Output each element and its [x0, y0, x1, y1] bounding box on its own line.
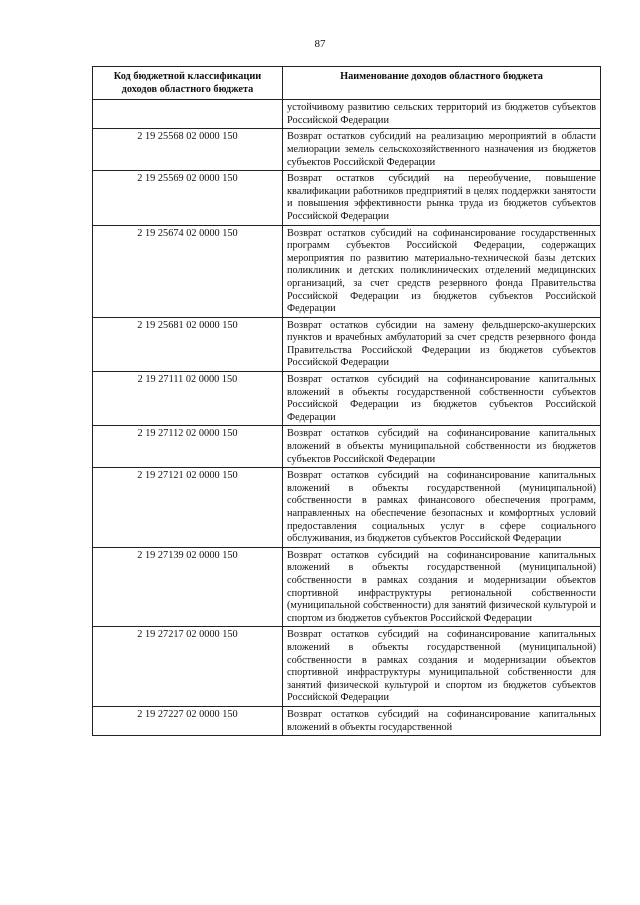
row-code: 2 19 27112 02 0000 150	[93, 426, 283, 468]
table-row	[93, 547, 601, 627]
row-code: 2 19 27139 02 0000 150	[93, 547, 283, 627]
row-name: Возврат остатков субсидий на реализацию мероприятий в области мелиорации земель сельскохозяйственного назначения из бюджетов субъектов Российской Федерации	[283, 129, 601, 171]
row-code: 2 19 27121 02 0000 150	[93, 468, 283, 548]
row-name: Возврат остатков субсидий на софинансирование капитальных вложений в объекты государственной	[283, 706, 601, 735]
row-name: Возврат остатков субсидий на софинансирование капитальных вложений в объекты государственной собственности субъектов Российской Федерации из бюджетов субъектов Российской Федерации	[283, 372, 601, 426]
row-name: Возврат остатков субсидий на софинансирование капитальных вложений в объекты муниципальной собственности из бюджетов субъектов Российской Федерации	[283, 426, 601, 468]
table-header-row	[93, 67, 601, 100]
row-code: 2 19 25674 02 0000 150	[93, 225, 283, 317]
table-row	[93, 317, 601, 371]
row-name: Возврат остатков субсидий на софинансирование капитальных вложений в объекты государственной (муниципальной) собственности в рамках создания и модернизации объектов спортивной инфраструктуры региональной собственности (муниципальной собственности) для занятий физической культурой и спортом из бюджетов субъектов Российской Федерации	[283, 547, 601, 627]
header-name: Наименование доходов областного бюджета	[283, 67, 601, 100]
table-row	[93, 171, 601, 225]
row-name: Возврат остатков субсидий на софинансирование капитальных вложений в объекты государственной (муниципальной) собственности в рамках создания и модернизации объектов спортивной инфраструктуры муниципальной собственности для занятий физической культурой и спортом из бюджетов субъектов Российской Федерации	[283, 627, 601, 707]
row-name: Возврат остатков субсидий на софинансирование капитальных вложений в объекты государственной (муниципальной) собственности в рамках финансового обеспечения программ, направленных на обеспечение безопасных и комфортных условий предоставления социальных услуг в сфере социального обслуживания, из бюджетов субъектов Российской Федерации	[283, 468, 601, 548]
row-code: 2 19 25569 02 0000 150	[93, 171, 283, 225]
table-row	[93, 468, 601, 548]
header-code: Код бюджетной классификации доходов областного бюджета	[93, 67, 283, 100]
table-row	[93, 129, 601, 171]
table-row	[93, 627, 601, 707]
table-row	[93, 706, 601, 735]
row-name: Возврат остатков субсидии на замену фельдшерско-акушерских пунктов и врачебных амбулаторий за счет средств резервного фонда Правительства Российской Федерации из бюджетов субъектов Российской Федерации	[283, 317, 601, 371]
row-name: Возврат остатков субсидий на переобучение, повышение квалификации работников предприятий в целях поддержки занятости и повышения эффективности рынка труда из бюджетов субъектов Российской Федерации	[283, 171, 601, 225]
row-code: 2 19 25568 02 0000 150	[93, 129, 283, 171]
table-row	[93, 225, 601, 317]
row-code: 2 19 27217 02 0000 150	[93, 627, 283, 707]
table-row	[93, 372, 601, 426]
page-number: 87	[314, 38, 326, 50]
row-code: 2 19 27227 02 0000 150	[93, 706, 283, 735]
row-code: 2 19 27111 02 0000 150	[93, 372, 283, 426]
row-name: устойчивому развитию сельских территорий из бюджетов субъектов Российской Федерации	[283, 100, 601, 129]
row-code	[93, 100, 283, 129]
budget-classification-table	[92, 66, 601, 736]
row-name: Возврат остатков субсидий на софинансирование государственных программ субъектов Российской Федерации, содержащих мероприятия по развитию материально-технической базы детских поликлиник и детских поликлинических отделений медицинских организаций, за счет средств резервного фонда Правительства Российской Федерации из бюджетов субъектов Российской Федерации	[283, 225, 601, 317]
table-row	[93, 100, 601, 129]
table-row	[93, 426, 601, 468]
row-code: 2 19 25681 02 0000 150	[93, 317, 283, 371]
